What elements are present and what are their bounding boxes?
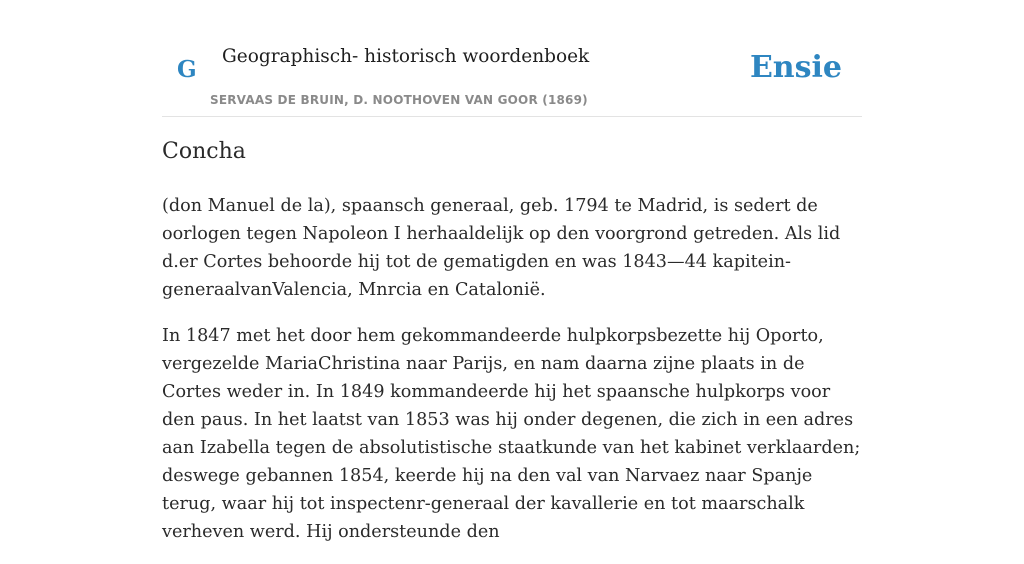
entry-title: Concha <box>162 139 246 164</box>
source-title-link[interactable]: Geographisch- historisch woordenboek <box>222 46 590 67</box>
page <box>162 0 862 542</box>
brand-logo-link[interactable]: Ensie <box>749 50 842 85</box>
entry-paragraph: In 1847 met het door hem gekommandeerde hulpkorpsbezette hij Oporto, vergezelde MariaChristina naar Parijs, en nam daarna zijne plaats in de Cortes weder in. In 1849 kommandeerde hij het spaansche hulpkorps voor den paus. In het laatst van 1853 was hij onder degenen, die zich in een adres aan Izabella tegen de absolutistische staatkunde van het kabinet verklaarden; deswege gebannen 1854, keerde hij na den val van Narvaez naar Spanje terug, waar hij tot inspectenr-generaal der kavallerie en tot maarschalk verheven werd. Hij ondersteunde den <box>162 326 861 542</box>
entry-paragraph: (don Manuel de la), spaansch generaal, geb. 1794 te Madrid, is sedert de oorlogen tegen Napoleon I herhaaldelijk op den voorgrond getreden. Als lid d.er Cortes behoorde hij tot de gematigden en was 1843—44 kapitein-generaalvanValencia, Mnrcia en Catalonië. <box>162 196 841 300</box>
entry-body <box>162 192 862 564</box>
source-logo[interactable]: G <box>177 56 197 83</box>
source-authors: SERVAAS DE BRUIN, D. NOOTHOVEN VAN GOOR (1869) <box>210 93 588 107</box>
source-header <box>162 0 862 117</box>
